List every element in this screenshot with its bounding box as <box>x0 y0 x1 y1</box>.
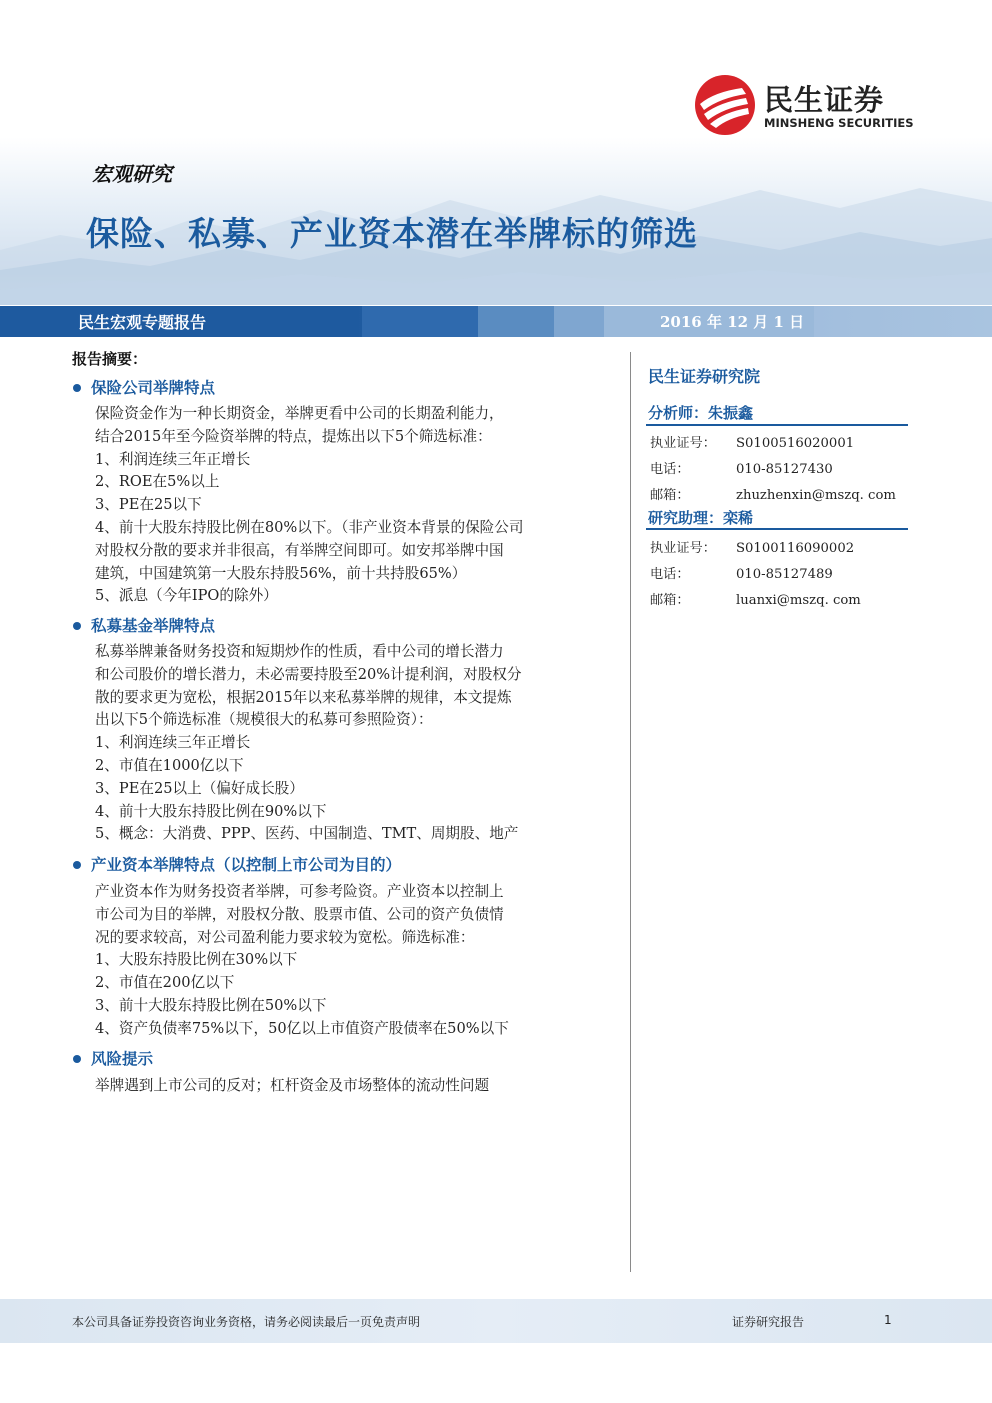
header-banner <box>0 0 992 305</box>
report-date: 2016 年 12 月 1 日 <box>660 313 805 331</box>
bullet-icon <box>73 1055 81 1063</box>
section-body-industrial-capital <box>95 881 595 1041</box>
body-line: 4、资产负债率75%以下，50亿以上市值资产股债率在50%以下 <box>95 1019 509 1037</box>
section-body-insurance <box>95 403 595 608</box>
body-line: 4、前十大股东持股比例在90%以下 <box>95 802 327 820</box>
page-footer <box>0 1299 992 1343</box>
institute-name: 民生证券研究院 <box>648 367 761 386</box>
footer-disclaimer: 本公司具备证券投资咨询业务资格，请务必阅读最后一页免责声明 <box>72 1315 421 1329</box>
section-heading-risk: 风险提示 <box>70 1047 153 1069</box>
brand-logo <box>694 74 924 136</box>
body-line: 举牌遇到上市公司的反对；杠杆资金及市场整体的流动性问题 <box>95 1077 490 1094</box>
section-body-risk <box>95 1075 595 1098</box>
assistant-email-row[interactable]: 邮箱： luanxi@mszq. com <box>650 593 861 608</box>
body-line: 对股权分散的要求并非很高，有举牌空间即可。如安邦举牌中国 <box>95 541 504 559</box>
body-line: 2、市值在200亿以下 <box>95 974 235 992</box>
section-heading-private-equity: 私募基金举牌特点 <box>70 614 215 636</box>
body-line: 1、利润连续三年正增长 <box>95 734 251 752</box>
body-line: 和公司股价的增长潜力，未必需要持股至20%计提利润，对股权分 <box>95 665 522 683</box>
body-line: 2、市值在1000亿以下 <box>95 756 244 774</box>
brand-name-en: MINSHENG SECURITIES <box>764 116 914 130</box>
section-body-private-equity <box>95 641 595 846</box>
analyst-license-row: 执业证号： S0100516020001 <box>650 436 855 451</box>
summary-label: 报告摘要： <box>72 350 148 368</box>
body-line: 私募举牌兼备财务投资和短期炒作的性质，看中公司的增长潜力 <box>95 643 504 660</box>
body-line: 5、派息（今年IPO的除外） <box>95 587 278 605</box>
analyst-email-row[interactable]: 邮箱： zhuzhenxin@mszq. com <box>650 488 896 503</box>
body-line: 1、大股东持股比例在30%以下 <box>95 951 298 969</box>
body-line: 2、ROE在5%以上 <box>95 473 220 491</box>
body-line: 5、概念：大消费、PPP、医药、中国制造、TMT、周期股、地产 <box>95 825 519 843</box>
body-line: 3、PE在25以下 <box>95 496 202 514</box>
section-heading-industrial-capital: 产业资本举牌特点（以控制上市公司为目的） <box>70 853 401 875</box>
body-line: 3、PE在25以上（偏好成长股） <box>95 779 304 797</box>
report-band <box>0 306 992 337</box>
brand-mark-icon <box>694 74 758 136</box>
bullet-icon <box>73 861 81 869</box>
bullet-icon <box>73 622 81 630</box>
body-line: 保险资金作为一种长期资金，举牌更看中公司的长期盈利能力， <box>95 405 504 422</box>
bullet-icon <box>73 384 81 392</box>
report-title: 保险、私募、产业资本潜在举牌标的筛选 <box>86 214 698 253</box>
body-line: 产业资本作为财务投资者举牌，可参考险资。产业资本以控制上 <box>95 883 504 900</box>
analyst-phone-row: 电话： 010-85127430 <box>650 462 833 477</box>
body-line: 出以下5个筛选标准（规模很大的私募可参照险资）： <box>95 711 433 729</box>
column-divider <box>630 352 631 1272</box>
assistant-title: 研究助理：栾稀 <box>648 509 754 527</box>
body-line: 建筑，中国建筑第一大股东持股56%，前十共持股65%） <box>95 564 467 582</box>
page-number: 1 <box>884 1313 892 1327</box>
body-line: 况的要求较高，对公司盈利能力要求较为宽松。筛选标准： <box>95 928 475 946</box>
body-line: 散的要求更为宽松，根据2015年以来私募举牌的规律，本文提炼 <box>95 688 512 706</box>
body-line: 市公司为目的举牌，对股权分散、股票市值、公司的资产负债情 <box>95 905 504 923</box>
body-line: 结合2015年至今险资举牌的特点，提炼出以下5个筛选标准： <box>95 427 492 445</box>
body-line: 4、前十大股东持股比例在80%以下。（非产业资本背景的保险公司 <box>95 518 524 536</box>
divider <box>646 424 908 426</box>
body-line: 1、利润连续三年正增长 <box>95 450 251 468</box>
report-category: 宏观研究 <box>92 162 172 186</box>
section-heading-insurance: 保险公司举牌特点 <box>70 376 215 398</box>
brand-name-cn: 民生证券 <box>764 83 885 117</box>
body-line: 3、前十大股东持股比例在50%以下 <box>95 996 327 1014</box>
analyst-title: 分析师：朱振鑫 <box>648 404 754 422</box>
assistant-phone-row: 电话： 010-85127489 <box>650 567 833 582</box>
footer-doc-type: 证券研究报告 <box>732 1315 805 1329</box>
assistant-license-row: 执业证号： S0100116090002 <box>650 541 855 556</box>
divider <box>646 528 908 530</box>
report-series: 民生宏观专题报告 <box>78 313 207 332</box>
